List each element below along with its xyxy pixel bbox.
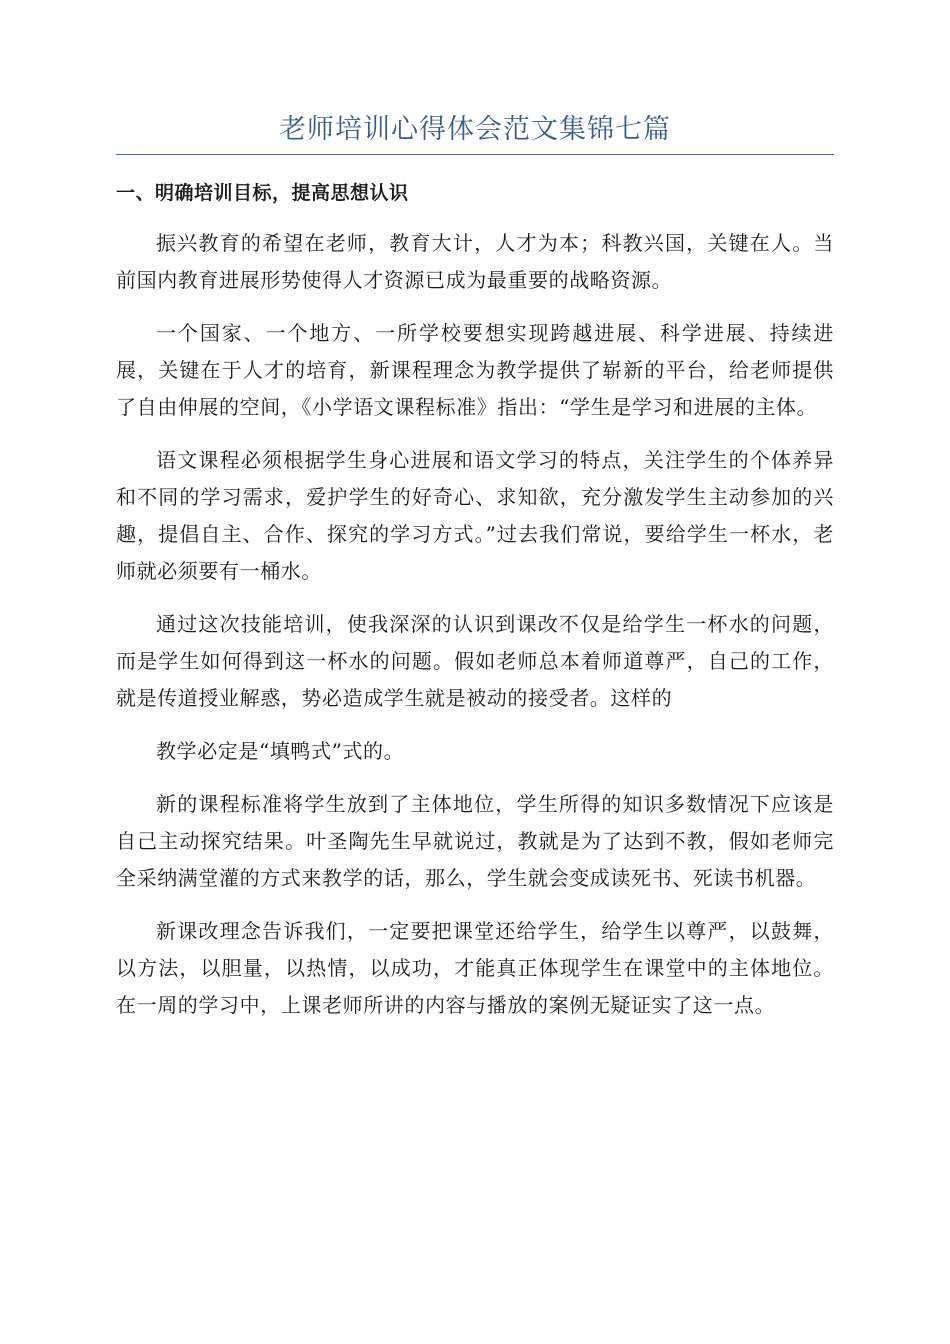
body-paragraph-2: 一个国家、一个地方、一所学校要想实现跨越进展、科学进展、持续进展，关键在于人才的培育，新课程理念为教学提供了崭新的平台，给老师提供了自由伸展的空间，《小学语文课程标准》指出：“学生是学习和进展的主体。 <box>116 321 834 419</box>
body-paragraph-7: 新课改理念告诉我们，一定要把课堂还给学生，给学生以尊严，以鼓舞，以方法，以胆量，以热情，以成功，才能真正体现学生在课堂中的主体地位。在一周的学习中，上课老师所讲的内容与播放的案例无疑证实了这一点。 <box>116 919 834 1017</box>
body-paragraph-1: 振兴教育的希望在老师，教育大计，人才为本；科教兴国，关键在人。当前国内教育进展形势使得人才资源已成为最重要的战略资源。 <box>116 231 834 292</box>
body-paragraph-5: 教学必定是“填鸭式”式的。 <box>156 739 405 763</box>
body-paragraph-4: 通过这次技能培训，使我深深的认识到课改不仅是给学生一杯水的问题，而是学生如何得到这一杯水的问题。假如老师总本着师道尊严，自己的工作，就是传道授业解惑，势必造成学生就是被动的接受者。这样的 <box>116 612 834 710</box>
document-page <box>116 110 834 1024</box>
body-paragraph-3: 语文课程必须根据学生身心进展和语文学习的特点，关注学生的个体养异和不同的学习需求，爱护学生的好奇心、求知欲，充分激发学生主动参加的兴趣，提倡自主、合作、探究的学习方式。”过去我们常说，要给学生一杯水，老师就必须要有一桶水。 <box>116 448 834 583</box>
section-heading: 一、明确培训目标，提高思想认识 <box>116 182 409 204</box>
document-title: 老师培训心得体会范文集锦七篇 <box>116 110 834 155</box>
body-paragraph-6: 新的课程标准将学生放到了主体地位，学生所得的知识多数情况下应该是自己主动探究结果。叶圣陶先生早就说过，教就是为了达到不教，假如老师完全采纳满堂灌的方式来教学的话，那么，学生就会变成读死书、死读书机器。 <box>116 792 834 890</box>
